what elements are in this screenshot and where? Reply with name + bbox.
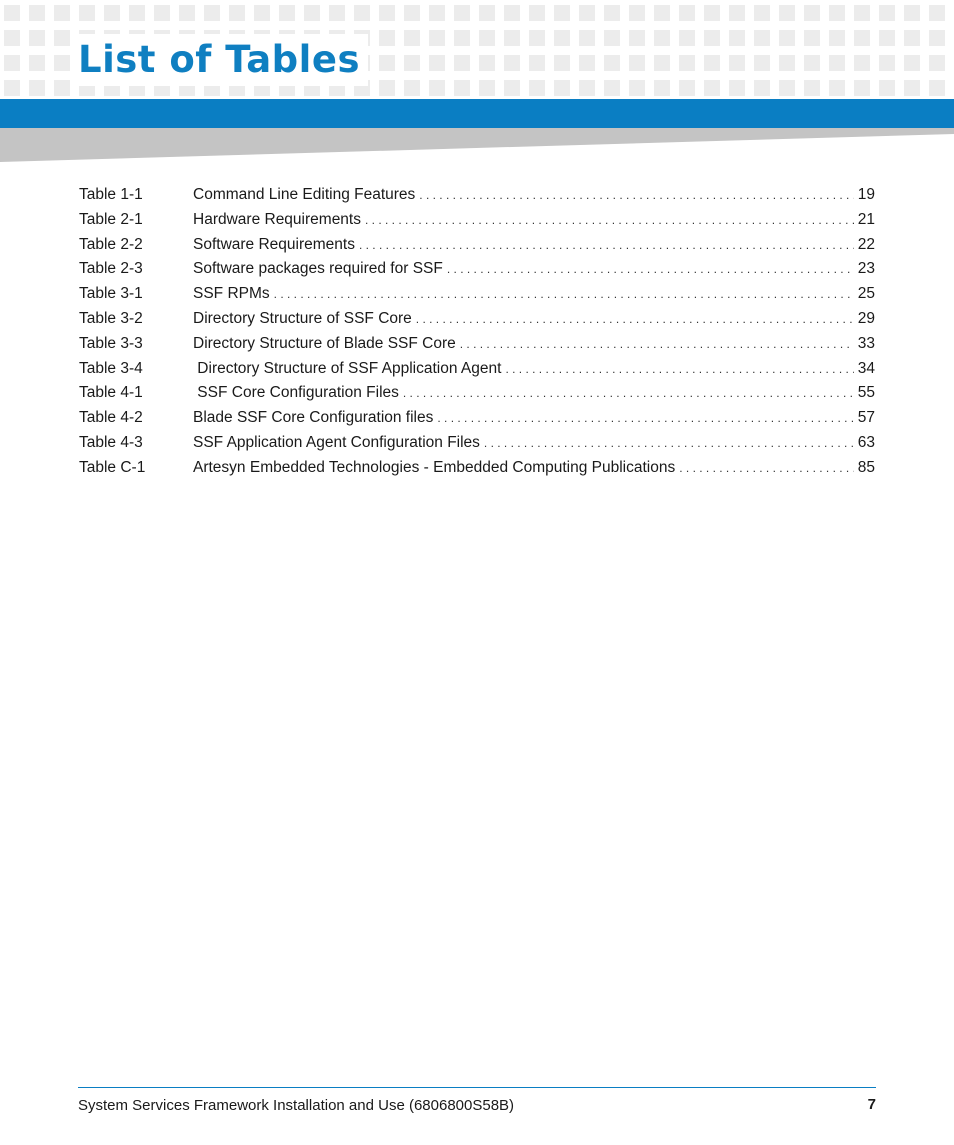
pattern-square bbox=[404, 55, 420, 71]
pattern-square bbox=[754, 80, 770, 96]
table-title: Directory Structure of SSF Core bbox=[193, 309, 412, 327]
pattern-square bbox=[479, 5, 495, 21]
table-title: Software packages required for SSF bbox=[193, 260, 443, 278]
pattern-square bbox=[554, 30, 570, 46]
pattern-square bbox=[629, 55, 645, 71]
pattern-square bbox=[529, 5, 545, 21]
pattern-square bbox=[404, 5, 420, 21]
page-number: 57 bbox=[857, 409, 875, 427]
page-number: 29 bbox=[857, 309, 875, 327]
pattern-square bbox=[479, 80, 495, 96]
pattern-square bbox=[179, 5, 195, 21]
pattern-square bbox=[729, 30, 745, 46]
toc-entry[interactable] bbox=[79, 282, 875, 307]
pattern-square bbox=[404, 30, 420, 46]
table-number: Table 2-1 bbox=[79, 210, 143, 228]
pattern-square bbox=[4, 30, 20, 46]
pattern-square bbox=[904, 5, 920, 21]
pattern-square bbox=[904, 55, 920, 71]
pattern-square bbox=[779, 55, 795, 71]
pattern-square bbox=[554, 55, 570, 71]
pattern-square bbox=[604, 55, 620, 71]
table-list bbox=[79, 183, 875, 481]
pattern-square bbox=[254, 5, 270, 21]
pattern-square bbox=[454, 30, 470, 46]
pattern-square bbox=[79, 5, 95, 21]
pattern-square bbox=[804, 30, 820, 46]
pattern-square bbox=[429, 30, 445, 46]
pattern-square bbox=[379, 5, 395, 21]
table-title: Directory Structure of Blade SSF Core bbox=[193, 334, 456, 352]
pattern-square bbox=[754, 55, 770, 71]
toc-entry[interactable] bbox=[79, 208, 875, 233]
pattern-square bbox=[829, 30, 845, 46]
dot-leader bbox=[460, 332, 854, 357]
pattern-square bbox=[879, 80, 895, 96]
table-title: SSF Application Agent Configuration Files bbox=[193, 433, 480, 451]
pattern-square bbox=[554, 5, 570, 21]
dot-leader bbox=[484, 431, 854, 456]
pattern-square bbox=[429, 5, 445, 21]
pattern-square bbox=[854, 80, 870, 96]
toc-entry[interactable] bbox=[79, 431, 875, 456]
pattern-square bbox=[504, 5, 520, 21]
pattern-square bbox=[404, 80, 420, 96]
page-number: 55 bbox=[857, 384, 875, 402]
title-swoosh bbox=[0, 128, 954, 162]
pattern-square bbox=[754, 30, 770, 46]
pattern-square bbox=[854, 5, 870, 21]
pattern-square bbox=[379, 55, 395, 71]
pattern-square bbox=[29, 30, 45, 46]
pattern-square bbox=[804, 80, 820, 96]
table-number: Table 3-2 bbox=[79, 309, 143, 327]
pattern-square bbox=[529, 80, 545, 96]
pattern-square bbox=[204, 5, 220, 21]
dot-leader bbox=[505, 357, 853, 382]
pattern-square bbox=[129, 5, 145, 21]
pattern-square bbox=[779, 30, 795, 46]
toc-entry[interactable] bbox=[79, 332, 875, 357]
page-number: 19 bbox=[857, 186, 875, 203]
footer-document-title: System Services Framework Installation and Use (6806800S58B) bbox=[78, 1097, 515, 1114]
table-number: Table 1-1 bbox=[79, 186, 143, 203]
toc-entry[interactable] bbox=[79, 183, 875, 208]
table-title: Hardware Requirements bbox=[193, 210, 361, 228]
pattern-square bbox=[829, 55, 845, 71]
pattern-square bbox=[604, 30, 620, 46]
pattern-square bbox=[579, 5, 595, 21]
pattern-square bbox=[779, 80, 795, 96]
table-number: Table 2-2 bbox=[79, 235, 143, 253]
pattern-square bbox=[454, 5, 470, 21]
page-number: 33 bbox=[857, 334, 875, 352]
pattern-square bbox=[854, 30, 870, 46]
pattern-square bbox=[704, 55, 720, 71]
pattern-square bbox=[679, 55, 695, 71]
table-title: Blade SSF Core Configuration files bbox=[193, 409, 434, 427]
pattern-square bbox=[504, 30, 520, 46]
toc-entry[interactable] bbox=[79, 233, 875, 258]
pattern-square bbox=[554, 80, 570, 96]
pattern-square bbox=[379, 30, 395, 46]
pattern-square bbox=[304, 5, 320, 21]
dot-leader bbox=[419, 183, 853, 208]
table-title: Software Requirements bbox=[193, 235, 355, 253]
table-title: Directory Structure of SSF Application Agent bbox=[193, 359, 502, 377]
pattern-square bbox=[429, 80, 445, 96]
pattern-square bbox=[479, 55, 495, 71]
toc-entry[interactable] bbox=[79, 406, 875, 431]
pattern-square bbox=[329, 5, 345, 21]
pattern-square bbox=[579, 30, 595, 46]
pattern-square bbox=[454, 55, 470, 71]
table-title: SSF RPMs bbox=[193, 285, 270, 303]
table-number: Table 2-3 bbox=[79, 260, 143, 278]
title-bar bbox=[0, 99, 954, 128]
pattern-square bbox=[804, 5, 820, 21]
page-number: 34 bbox=[857, 359, 875, 377]
pattern-square bbox=[779, 5, 795, 21]
pattern-square bbox=[454, 80, 470, 96]
pattern-square bbox=[929, 80, 945, 96]
pattern-square bbox=[679, 5, 695, 21]
pattern-square bbox=[629, 5, 645, 21]
table-number: Table 4-2 bbox=[79, 409, 143, 427]
pattern-square bbox=[504, 55, 520, 71]
pattern-square bbox=[229, 5, 245, 21]
table-number: Table 4-3 bbox=[79, 433, 143, 451]
dot-leader bbox=[437, 406, 853, 431]
pattern-square bbox=[704, 80, 720, 96]
pattern-square bbox=[629, 80, 645, 96]
pattern-square bbox=[604, 80, 620, 96]
pattern-square bbox=[29, 80, 45, 96]
pattern-square bbox=[54, 55, 70, 71]
table-number: Table C-1 bbox=[79, 458, 146, 476]
pattern-square bbox=[504, 80, 520, 96]
page-title: List of Tables bbox=[78, 34, 368, 86]
pattern-square bbox=[654, 55, 670, 71]
pattern-square bbox=[429, 55, 445, 71]
pattern-square bbox=[729, 80, 745, 96]
pattern-square bbox=[54, 30, 70, 46]
page-number: 63 bbox=[857, 433, 875, 451]
pattern-square bbox=[729, 55, 745, 71]
pattern-square bbox=[654, 30, 670, 46]
pattern-square bbox=[929, 55, 945, 71]
page-number: 21 bbox=[857, 210, 875, 228]
table-number: Table 4-1 bbox=[79, 384, 143, 402]
page-number: 25 bbox=[857, 285, 875, 303]
pattern-square bbox=[654, 5, 670, 21]
pattern-square bbox=[529, 30, 545, 46]
pattern-square bbox=[529, 55, 545, 71]
pattern-square bbox=[829, 5, 845, 21]
pattern-square bbox=[929, 30, 945, 46]
pattern-square bbox=[479, 30, 495, 46]
pattern-square bbox=[729, 5, 745, 21]
pattern-square bbox=[654, 80, 670, 96]
dot-leader bbox=[359, 233, 854, 258]
pattern-square bbox=[679, 30, 695, 46]
pattern-square bbox=[679, 80, 695, 96]
toc-entry[interactable] bbox=[79, 456, 875, 481]
pattern-square bbox=[629, 30, 645, 46]
dot-leader bbox=[416, 307, 854, 332]
footer-page-number: 7 bbox=[867, 1096, 876, 1113]
toc-entry[interactable] bbox=[79, 257, 875, 282]
pattern-square bbox=[704, 30, 720, 46]
pattern-square bbox=[29, 55, 45, 71]
page-number: 22 bbox=[857, 235, 875, 253]
toc-entry[interactable] bbox=[79, 381, 875, 406]
table-title: Artesyn Embedded Technologies - Embedded Computing Publications bbox=[193, 458, 676, 476]
pattern-square bbox=[904, 30, 920, 46]
toc-entry[interactable] bbox=[79, 307, 875, 332]
pattern-square bbox=[29, 5, 45, 21]
pattern-square bbox=[54, 5, 70, 21]
pattern-square bbox=[854, 55, 870, 71]
footer-rule bbox=[78, 1087, 876, 1088]
pattern-square bbox=[879, 55, 895, 71]
page-number: 85 bbox=[857, 458, 875, 476]
pattern-square bbox=[579, 55, 595, 71]
table-number: Table 3-4 bbox=[79, 359, 143, 377]
pattern-square bbox=[879, 5, 895, 21]
pattern-square bbox=[54, 80, 70, 96]
toc-entry[interactable] bbox=[79, 357, 875, 382]
pattern-square bbox=[804, 55, 820, 71]
dot-leader bbox=[447, 257, 854, 282]
dot-leader bbox=[274, 282, 854, 307]
pattern-square bbox=[904, 80, 920, 96]
dot-leader bbox=[365, 208, 854, 233]
page-number: 23 bbox=[857, 260, 875, 278]
pattern-square bbox=[4, 5, 20, 21]
table-number: Table 3-3 bbox=[79, 334, 143, 352]
pattern-square bbox=[754, 5, 770, 21]
pattern-square bbox=[4, 55, 20, 71]
pattern-square bbox=[879, 30, 895, 46]
pattern-square bbox=[604, 5, 620, 21]
pattern-square bbox=[4, 80, 20, 96]
table-title: SSF Core Configuration Files bbox=[193, 384, 399, 402]
pattern-square bbox=[929, 5, 945, 21]
pattern-square bbox=[279, 5, 295, 21]
pattern-square bbox=[104, 5, 120, 21]
table-title: Command Line Editing Features bbox=[193, 186, 416, 203]
table-number: Table 3-1 bbox=[79, 285, 143, 303]
dot-leader bbox=[403, 381, 854, 406]
pattern-square bbox=[379, 80, 395, 96]
pattern-square bbox=[829, 80, 845, 96]
pattern-square bbox=[154, 5, 170, 21]
dot-leader bbox=[679, 456, 854, 481]
pattern-square bbox=[579, 80, 595, 96]
pattern-square bbox=[704, 5, 720, 21]
pattern-square bbox=[354, 5, 370, 21]
